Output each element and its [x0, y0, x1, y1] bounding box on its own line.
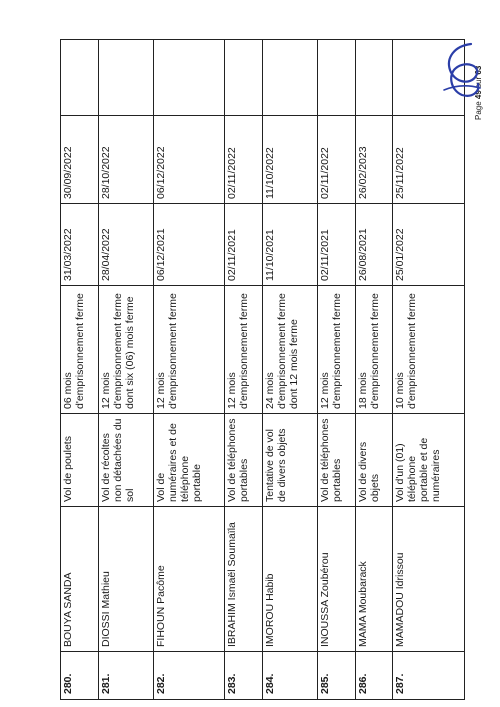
cell-name: INOUSSA Zoubérou [317, 507, 355, 652]
cell-name: FIHOUN Pacôme [153, 507, 225, 652]
table-row [393, 40, 465, 700]
cell-num: 282. [153, 652, 225, 700]
table-row [98, 40, 153, 700]
cell-num: 286. [355, 652, 393, 700]
table-row [262, 40, 317, 700]
cell-name: DIOSSI Mathieu [98, 507, 153, 652]
cell-sentence: 24 mois d'emprisonnement ferme dont 12 mois ferme [262, 286, 317, 414]
cell-sentence: 18 mois d'emprisonnement ferme [355, 286, 393, 414]
cell-sentence: 12 mois d'emprisonnement ferme [153, 286, 225, 414]
footer-separator: sur [474, 76, 483, 88]
cell-name: IMOROU Habib [262, 507, 317, 652]
cell-offense: Vol de téléphones portables [225, 414, 263, 507]
cell-date2: 11/10/2022 [262, 116, 317, 204]
cell-date1: 26/08/2021 [355, 204, 393, 286]
cell-date1: 02/11/2021 [317, 204, 355, 286]
cell-offense: Vol de numéraires et de téléphone portable [153, 414, 225, 507]
cell-num: 285. [317, 652, 355, 700]
cell-offense: Vol de divers objets [355, 414, 393, 507]
signature-icon [436, 40, 486, 100]
cell-date1: 11/10/2021 [262, 204, 317, 286]
cell-num: 287. [393, 652, 465, 700]
cell-sentence: 06 mois d'emprisonnement ferme [61, 286, 99, 414]
cell-num: 284. [262, 652, 317, 700]
cell-offense: Tentative de vol de divers objets [262, 414, 317, 507]
cell-offense: Vol de téléphones portables [317, 414, 355, 507]
table-row [225, 40, 263, 700]
cell-name: MAMA Moubarack [355, 507, 393, 652]
cell-sentence: 12 mois d'emprisonnement ferme dont six (06) mois ferme [98, 286, 153, 414]
cell-empty [317, 40, 355, 116]
cell-name: BOUYA SANDA [61, 507, 99, 652]
cell-date2: 30/09/2022 [61, 116, 99, 204]
table-row [317, 40, 355, 700]
cell-num: 280. [61, 652, 99, 700]
footer-prefix: Page [474, 101, 483, 120]
table-row [355, 40, 393, 700]
cell-sentence: 10 mois d'emprisonnement ferme [393, 286, 465, 414]
cell-date2: 28/10/2022 [98, 116, 153, 204]
prisoner-table [60, 39, 465, 700]
cell-name: MAMADOU Idrissou [393, 507, 465, 652]
table-row [61, 40, 99, 700]
cell-empty [153, 40, 225, 116]
cell-empty [225, 40, 263, 116]
cell-empty [262, 40, 317, 116]
cell-sentence: 12 mois d'emprisonnement ferme [317, 286, 355, 414]
cell-sentence: 12 mois d'emprisonnement ferme [225, 286, 263, 414]
footer-total-pages: 63 [474, 65, 483, 75]
cell-date1: 28/04/2022 [98, 204, 153, 286]
cell-date2: 06/12/2022 [153, 116, 225, 204]
cell-date2: 02/11/2022 [317, 116, 355, 204]
rotated-table-wrapper [60, 40, 465, 700]
cell-num: 283. [225, 652, 263, 700]
cell-num: 281. [98, 652, 153, 700]
cell-empty [355, 40, 393, 116]
cell-offense: Vol d'un (01) téléphone portable et de numéraires [393, 414, 465, 507]
cell-date2: 26/02/2023 [355, 116, 393, 204]
cell-empty [61, 40, 99, 116]
cell-date1: 06/12/2021 [153, 204, 225, 286]
cell-date1: 25/01/2022 [393, 204, 465, 286]
table-body [61, 40, 465, 700]
cell-empty [98, 40, 153, 116]
cell-date2: 25/11/2022 [393, 116, 465, 204]
footer-page-number: 49 [474, 90, 483, 100]
cell-date2: 02/11/2022 [225, 116, 263, 204]
cell-date1: 31/03/2022 [61, 204, 99, 286]
cell-offense: Vol de récoltes non détachées du sol [98, 414, 153, 507]
cell-offense: Vol de poulets [61, 414, 99, 507]
table-row [153, 40, 225, 700]
cell-name: IBRAHIM Ismaël Soumaïla [225, 507, 263, 652]
cell-date1: 02/11/2021 [225, 204, 263, 286]
